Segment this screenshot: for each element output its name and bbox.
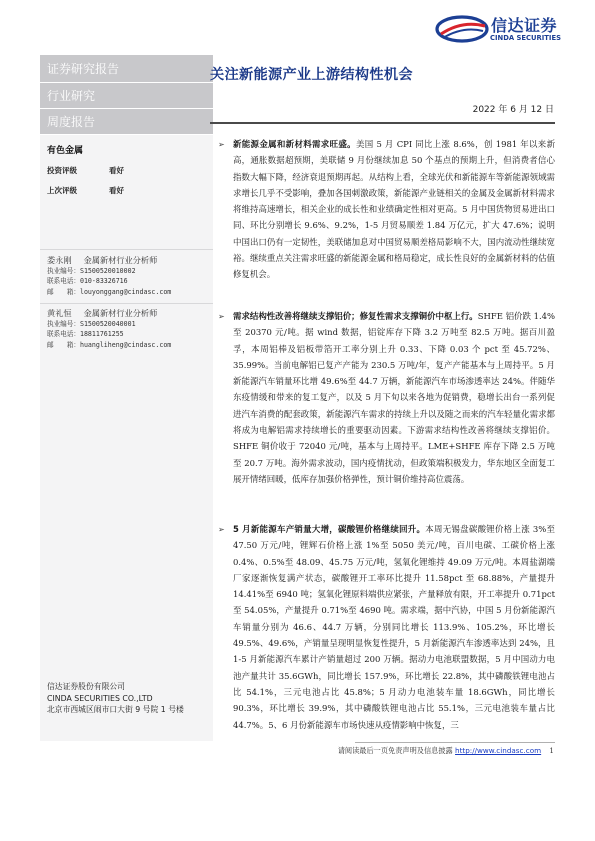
paragraph-lithium-ev — [233, 521, 555, 733]
cinda-logo — [435, 14, 561, 44]
prev-rating-label: 上次评级 — [47, 186, 77, 195]
analyst-cert: 执业编号：S1500520010002 — [47, 267, 136, 276]
analyst-card — [47, 308, 171, 350]
paragraph-heading: 5 月新能源车产销量大增，碳酸锂价格继续回升。 — [233, 524, 426, 534]
analyst-title: 金属新材行业分析师 — [83, 308, 158, 318]
company-address: 北京市西城区闹市口大街 9 号院 1 号楼 — [47, 705, 184, 714]
investment-rating — [47, 165, 213, 176]
cinda-logo-mark-icon — [435, 14, 489, 44]
paragraph-heading: 新能源金属和新材料需求旺盛。 — [233, 139, 356, 149]
analyst-title: 金属新材行业分析师 — [83, 255, 158, 265]
brand-name-cn: 信达证券 — [491, 16, 558, 35]
report-title: 关注新能源产业上游结构性机会 — [210, 67, 413, 83]
title-rule — [210, 122, 555, 124]
analyst-email[interactable]: 邮 箱：huangliheng@cindasc.com — [47, 340, 172, 349]
paragraph-heading: 需求结构性改善将继续支撑铝价；修复性需求支撑铜价中枢上行。 — [233, 311, 478, 321]
arrow-bullet-icon: ➢ — [218, 525, 225, 534]
analyst-card — [47, 255, 171, 297]
paragraph-new-energy-metals — [233, 136, 555, 283]
nav-industry-research: 行业研究 — [40, 83, 213, 109]
disclaimer-note: 请阅读最后一页免责声明及信息披露 — [337, 746, 453, 755]
page-footer — [338, 746, 554, 756]
analyst-name: 黄礼恒 — [47, 308, 72, 318]
analyst-cert: 执业编号：S1500520040001 — [47, 320, 136, 329]
company-name-cn: 信达证券股份有限公司 — [47, 682, 125, 691]
divider — [40, 249, 213, 250]
nav-securities-research-report: 证券研究报告 — [40, 55, 213, 83]
website-link[interactable]: http://www.cindasc.com — [455, 746, 542, 755]
prev-rating-value: 看好 — [109, 186, 124, 195]
rating-label: 投资评级 — [47, 166, 77, 175]
paragraph-body: 美国 5 月 CPI 同比上涨 8.6%，创 1981 年以来新高，通胀数据超预期，美联储 9 月份继续加息 50 个基点的预期上升，但消费者信心指数大幅下降，经济衰退预期再起。从结构上看，全球光伏和新能源车等新能源领域需求增长几乎不受影响，叠加各国刺激政策，新能源产业链相关的金属及金属新材料需求将维持高速增长，相关企业的成长性和业绩确定性相对更高。5 月中国货物贸易进出口同、环比分别增长 9.6%、9.2%，1-5 月贸易顺差 1.84 万亿元，扩大 47.6%；说明中国出口仍有一定韧性，美联储加息对中国贸易顺差格局影响不大，国内流动性继续宽裕。继续重点关注需求旺盛的新能源金属和格局稳定，成长性良好的金属新材料的估值修复机会。 — [233, 139, 556, 280]
arrow-bullet-icon: ➢ — [218, 140, 225, 149]
arrow-bullet-icon: ➢ — [218, 312, 225, 321]
paragraph-aluminum-copper — [233, 308, 555, 487]
sector-name: 有色金属 — [47, 146, 84, 156]
nav-weekly-report: 周度报告 — [40, 109, 213, 135]
previous-rating — [47, 185, 213, 196]
report-date: 2022 年 6 月 12 日 — [472, 105, 554, 115]
paragraph-body: SHFE 铝价跌 1.4%至 20370 元/吨。据 wind 数据，铝锭库存下降 3.2 万吨至 82.5 万吨。据百川盈孚，本周铝棒及铝板带箔开工率分别上升 0.33、下降 0.03 个 pct 至 45.72%、35.99%。当前电解铝已复产产能为 230.5 万吨/年，复产产能基本与上周持平。5 月新能源汽车销量环比增 49.6%至 44.7 万辆，新能源汽车市场渗透率达 24%。伴随华东疫情缓和带来的复工复产，以及 5 月下旬以来各地为促销费，稳增长出台一系列促进汽车消费的配套政策，新能源汽车需求的持续上升以及随之而来的汽车轻量化需求都将成为电解铝需求持续增长的重要驱动因素。下游需求结构性改善将继续支撑铝价。SHFE 铜价收于 72040 元/吨，基本与上周持平。LME+SHFE 库存下降 2.5 万吨至 20.7 万吨。海外需求波动，国内疫情扰动，但政策端积极发力，华东地区全面复工展开情绪回暖，低库存加强价格弹性，预计铜价维持高位震荡。 — [233, 311, 556, 484]
divider — [40, 303, 213, 304]
company-name-en: CINDA SECURITIES CO.,LTD — [47, 693, 153, 703]
brand-name-en: CINDA SECURITIES — [490, 34, 561, 42]
rating-value: 看好 — [109, 166, 124, 175]
analyst-phone: 联系电话：18811761255 — [47, 330, 124, 339]
analyst-email[interactable]: 邮 箱：louyonggang@cindasc.com — [47, 287, 172, 296]
analyst-phone: 联系电话：010-83326716 — [47, 277, 128, 286]
analyst-name: 娄永刚 — [47, 255, 72, 265]
page-number: 1 — [549, 746, 554, 755]
left-sidebar — [40, 55, 213, 741]
paragraph-body: 本周无锡盘碳酸锂价格上涨 3%至 47.50 万元/吨，锂辉石价格上涨 1%至 5050 美元/吨，百川电碳、工碳价格上涨 0.4%、0.5%至 48.09、45.75 万元/吨，氢氧化锂维持 49.09 万元/吨。本周盐湖端厂家逐渐恢复满产状态，碳酸锂开工率环比提升 11.58pct 至 68.88%，产量提升 14.41%至 6940 吨；氢氧化锂原料端供应紧张，产量释放有限，开工率提升 0.71pct 至 54.05%，产量提升 0.71%至 4690 吨。需求端，据中汽协，中国 5 月份新能源汽车销量分别为 46.6、44.7 万辆，分别同比增长 113.9%、105.2%，环比增长 49.5%、49.6%，产销量呈现明显恢复性提升，5 月新能源汽车渗透率达到 24%，且 1-5 月新能源汽车累计产销量超过 200 万辆。据动力电池联盟数据，5 月中国动力电池产量共计 35.6GWh，同比增长 157.9%，环比增长 22.8%，其中磷酸铁锂电池占比 54.1%，三元电池占比 45.8%；5 月动力电池装车量 18.6GWh，同比增长 90.3%，环比增长 39.9%，其中磷酸铁锂电池占比 55.1%，三元电池装车量占比 44.7%。5、6 月份新能源车市场快速从疫情影响中恢复，三 — [233, 524, 555, 730]
company-info — [47, 681, 215, 716]
footer-rule — [355, 742, 555, 743]
